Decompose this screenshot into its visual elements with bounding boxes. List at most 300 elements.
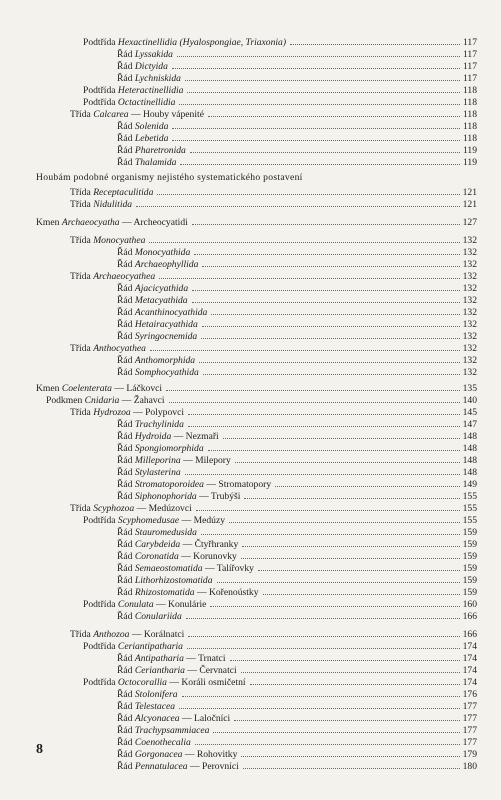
entry-page-number: 135 [462, 383, 477, 394]
entry-page-number: 148 [462, 443, 477, 454]
entry-taxon-name: Stolonifera [134, 689, 178, 700]
entry-page-number: 177 [462, 713, 477, 724]
entry-label [70, 109, 204, 120]
entry-label [117, 467, 181, 478]
dot-leader [210, 599, 459, 607]
entry-page-number: 155 [462, 503, 477, 514]
entry-taxon-name: Hetairacyathida [134, 319, 198, 330]
toc-entry [117, 295, 477, 306]
entry-page-number: 132 [462, 319, 477, 330]
entry-page-number: 177 [462, 725, 477, 736]
entry-page-number: 147 [462, 419, 477, 430]
entry-page-number: 166 [462, 611, 477, 622]
entry-taxon-name: Syringocnemida [134, 331, 198, 342]
dot-leader [179, 701, 460, 709]
entry-label [117, 355, 195, 366]
entry-label [70, 235, 145, 246]
entry-common-name: — Červnatci [184, 665, 237, 676]
entry-label [117, 259, 198, 270]
entry-label [83, 37, 286, 48]
entry-label [70, 503, 192, 514]
entry-common-name: — Korunovky [178, 551, 237, 562]
entry-page-number: 132 [462, 247, 477, 258]
dot-leader [217, 575, 460, 583]
entry-taxon-name: Hydrozoa [93, 407, 131, 418]
entry-taxon-name: Scyphomedusae [117, 515, 180, 526]
entry-taxon-name: Lebetida [134, 133, 169, 144]
entry-taxon-name: Lychniskida [134, 73, 181, 84]
entry-taxon-name: Archaeocyatha [61, 217, 120, 228]
entry-page-number: 132 [462, 331, 477, 342]
entry-page-number: 118 [462, 85, 477, 96]
entry-label [117, 49, 173, 60]
entry-label [70, 343, 146, 354]
toc-entry [83, 85, 477, 96]
entry-common-name: — Trubýši [196, 491, 241, 502]
dot-leader [180, 157, 460, 165]
entry-rank: Řád [117, 455, 135, 466]
dot-leader [172, 121, 460, 129]
dot-leader [258, 563, 460, 571]
toc-entry [83, 97, 477, 108]
entry-page-number: 174 [462, 665, 477, 676]
dot-leader [179, 97, 459, 105]
entry-rank: Řád [117, 247, 135, 258]
toc-entry [117, 749, 477, 760]
entry-page-number: 174 [462, 677, 477, 688]
toc-entry [70, 109, 477, 120]
entry-label [46, 395, 165, 406]
entry-page-number: 177 [462, 701, 477, 712]
dot-leader [223, 431, 460, 439]
entry-page-number: 155 [462, 491, 477, 502]
entry-rank: Řád [117, 145, 135, 156]
entry-label [117, 419, 184, 430]
entry-label [36, 172, 303, 183]
entry-rank: Řád [117, 551, 135, 562]
entry-taxon-name: Spongiomorphida [134, 443, 204, 454]
entry-label [117, 367, 199, 378]
entry-taxon-name: Coronatida [134, 551, 179, 562]
dot-leader [195, 737, 460, 745]
toc-entry [117, 737, 477, 748]
entry-rank: Podtřída [83, 37, 118, 48]
entry-page-number: 159 [462, 527, 477, 538]
dot-leader [136, 199, 460, 207]
entry-rank: Řád [117, 575, 135, 586]
entry-taxon-name: Anthocyathea [93, 343, 146, 354]
entry-label [83, 85, 183, 96]
toc-entry [117, 355, 477, 366]
dot-leader [230, 653, 460, 661]
entry-label [117, 575, 213, 586]
entry-taxon-name: Ajacicyathida [134, 283, 189, 294]
entry-rank: Řád [117, 527, 135, 538]
toc-entry [83, 677, 477, 688]
toc-entry [117, 431, 477, 442]
entry-rank: Řád [117, 761, 135, 772]
entry-taxon-name: Scyphozoa [93, 503, 135, 514]
toc-entry [70, 407, 477, 418]
entry-label [117, 491, 240, 502]
entry-label [36, 383, 162, 394]
entry-page-number: 180 [462, 761, 477, 772]
entry-label [117, 295, 188, 306]
section-heading [36, 172, 477, 183]
entry-label [70, 407, 184, 418]
entry-label [83, 641, 183, 652]
entry-taxon-name: Anthozoa [93, 629, 130, 640]
entry-common-name: — Medúzy [179, 515, 226, 526]
dot-leader [229, 515, 460, 523]
entry-common-name: — Kořenoústky [194, 587, 259, 598]
dot-leader [241, 665, 460, 673]
dot-leader [244, 491, 459, 499]
entry-label [117, 319, 198, 330]
entry-page-number: 159 [462, 539, 477, 550]
toc-entry [117, 761, 477, 772]
dot-leader [159, 271, 459, 279]
entry-taxon-name: Antipatharia [134, 653, 184, 664]
toc-entry [117, 419, 477, 430]
toc-entry [117, 611, 477, 622]
entry-label [117, 749, 237, 760]
entry-taxon-name: Monocyathea [93, 235, 146, 246]
entry-taxon-name: Gorgonacea [134, 749, 183, 760]
entry-rank: Řád [117, 307, 135, 318]
entry-label [83, 515, 225, 526]
entry-common-name: — Talířovky [202, 563, 254, 574]
entry-common-name: — Koráli osmičetní [166, 677, 246, 688]
entry-page-number: 132 [462, 235, 477, 246]
dot-leader [177, 49, 460, 57]
entry-rank: Řád [117, 563, 135, 574]
entry-page-number: 132 [462, 355, 477, 366]
entry-page-number: 118 [462, 97, 477, 108]
dot-leader [243, 761, 460, 769]
entry-rank: Řád [117, 73, 135, 84]
entry-page-number: 177 [462, 737, 477, 748]
entry-taxon-name: Semaeostomatida [134, 563, 203, 574]
entry-taxon-name: Solenida [134, 121, 169, 132]
entry-rank: Řád [117, 539, 135, 550]
entry-label [117, 737, 191, 748]
entry-page-number: 132 [462, 367, 477, 378]
entry-rank: Řád [117, 331, 135, 342]
toc-entry [117, 665, 477, 676]
dot-leader [172, 61, 460, 69]
entry-label [117, 121, 168, 132]
entry-taxon-name: Coelenterata [61, 383, 112, 394]
toc-entry [117, 367, 477, 378]
entry-rank: Řád [117, 283, 135, 294]
toc-entry [83, 599, 477, 610]
entry-page-number: 159 [462, 563, 477, 574]
toc-entry [70, 271, 477, 282]
entry-taxon-name: Ceriantipatharia [117, 641, 183, 652]
entry-rank: Podtřída [83, 641, 118, 652]
dot-leader [263, 587, 460, 595]
entry-taxon-name: Dictyida [134, 61, 168, 72]
toc-entry [117, 145, 477, 156]
toc-entry [70, 503, 477, 514]
entry-label [117, 443, 204, 454]
dot-leader [182, 689, 460, 697]
toc-entry [117, 73, 477, 84]
toc-entry [117, 689, 477, 700]
entry-rank: Řád [117, 259, 135, 270]
dot-leader [190, 145, 460, 153]
toc-entry [117, 319, 477, 330]
dot-leader [169, 395, 460, 403]
entry-page-number: 118 [462, 121, 477, 132]
entry-page-number: 145 [462, 407, 477, 418]
entry-page-number: 148 [462, 455, 477, 466]
entry-rank: Řád [117, 725, 135, 736]
dot-leader [290, 37, 460, 45]
entry-rank: Podkmen [46, 395, 85, 406]
toc-entry [117, 575, 477, 586]
toc-entry [117, 725, 477, 736]
entry-taxon-name: Ceriantharia [134, 665, 185, 676]
toc-entry [36, 383, 477, 394]
entry-rank: Řád [117, 737, 135, 748]
dot-leader [192, 217, 460, 225]
entry-label [117, 73, 181, 84]
entry-taxon-name: Siphonophorida [134, 491, 197, 502]
entry-common-name: — Láčkovci [111, 383, 163, 394]
entry-label [117, 551, 237, 562]
dot-leader [250, 677, 460, 685]
entry-label [117, 689, 178, 700]
entry-taxon-name: Alcyonacea [134, 713, 180, 724]
entry-label [36, 217, 188, 228]
entry-taxon-name: Carybdeida [134, 539, 181, 550]
dot-leader [211, 307, 459, 315]
entry-label [83, 677, 246, 688]
entry-rank: Řád [117, 367, 135, 378]
entry-label [117, 479, 271, 490]
dot-leader [188, 629, 459, 637]
entry-label [117, 713, 230, 724]
entry-rank: Řád [117, 689, 135, 700]
entry-common-name: — Archeocyatidi [119, 217, 188, 228]
dot-leader [187, 641, 460, 649]
entry-taxon-name: Acanthinocyathida [134, 307, 208, 318]
toc-entry [117, 455, 477, 466]
dot-leader [234, 713, 459, 721]
toc-entry [117, 307, 477, 318]
entry-label [70, 187, 153, 198]
entry-common-name: — Korálnatci [129, 629, 185, 640]
entry-common-name: — Houby vápenité [128, 109, 204, 120]
entry-taxon-name: Hydroida [134, 431, 172, 442]
entry-label [117, 611, 182, 622]
dot-leader [241, 749, 459, 757]
entry-label [117, 307, 207, 318]
entry-taxon-name: Stromatoporoidea [134, 479, 204, 490]
dot-leader [208, 443, 460, 451]
entry-rank: Podtřída [83, 599, 118, 610]
entry-taxon-name: Lyssakida [134, 49, 173, 60]
entry-taxon-name: Octocorallia [117, 677, 167, 688]
dot-leader [194, 247, 459, 255]
entry-common-name: — Milepory [180, 455, 231, 466]
entry-rank: Řád [117, 665, 135, 676]
entry-label [117, 725, 209, 736]
entry-page-number: 117 [462, 61, 477, 72]
entry-taxon-name: Cnidaria [84, 395, 120, 406]
toc-entry [117, 247, 477, 258]
entry-rank: Řád [117, 355, 135, 366]
toc-entry [117, 701, 477, 712]
dot-leader [185, 73, 460, 81]
entry-taxon-name: Metacyathida [134, 295, 188, 306]
entry-rank: Řád [117, 653, 135, 664]
entry-rank: Řád [117, 319, 135, 330]
entry-common-name: — Stromatopory [203, 479, 272, 490]
entry-taxon-name: Conulata [117, 599, 154, 610]
entry-label [83, 599, 206, 610]
toc-entry [83, 515, 477, 526]
toc-entry [117, 443, 477, 454]
toc-entry [117, 61, 477, 72]
entry-common-name: — Žahavci [119, 395, 165, 406]
entry-rank: Řád [117, 611, 135, 622]
dot-leader [149, 235, 459, 243]
toc-entry [117, 491, 477, 502]
entry-taxon-name: Trachypsammiacea [134, 725, 210, 736]
entry-rank: Řád [117, 587, 135, 598]
toc-entry [117, 283, 477, 294]
toc-entry [117, 713, 477, 724]
entry-label [117, 133, 168, 144]
entry-page-number: 132 [462, 271, 477, 282]
entry-taxon-name: Lithorhizostomatida [134, 575, 213, 586]
entry-taxon-name: Archaeophyllida [134, 259, 199, 270]
dot-leader [201, 331, 459, 339]
dot-leader [202, 259, 459, 267]
entry-label [117, 701, 175, 712]
entry-label [117, 587, 259, 598]
entry-label [117, 665, 237, 676]
toc-entry [117, 653, 477, 664]
entry-taxon-name: Nidulitida [93, 199, 133, 210]
entry-page-number: 119 [462, 145, 477, 156]
entry-common-name: — Nezmaři [171, 431, 219, 442]
entry-taxon-name: Telestacea [134, 701, 176, 712]
entry-common-name: — Trnatci [183, 653, 226, 664]
dot-leader [186, 611, 460, 619]
dot-leader [241, 551, 460, 559]
entry-page-number: 159 [462, 587, 477, 598]
toc-entry [117, 527, 477, 538]
toc-entry [70, 629, 477, 640]
entry-rank: Řád [117, 713, 135, 724]
entry-rank: Třída [70, 271, 94, 282]
toc-entry [46, 395, 477, 406]
dot-leader [150, 343, 460, 351]
entry-label [117, 653, 226, 664]
entry-rank: Řád [117, 701, 135, 712]
entry-taxon-name: Anthomorphida [134, 355, 196, 366]
entry-rank: Řád [117, 749, 135, 760]
entry-page-number: 132 [462, 283, 477, 294]
entry-rank: Řád [117, 49, 135, 60]
entry-page-number: 117 [462, 73, 477, 84]
entry-page-number: 121 [462, 187, 477, 198]
entry-page-number: 127 [462, 217, 477, 228]
entry-label [83, 97, 175, 108]
entry-label [117, 563, 254, 574]
toc-entry [117, 259, 477, 270]
entry-page-number: 132 [462, 259, 477, 270]
entry-page-number: 160 [462, 599, 477, 610]
entry-rank: Třída [70, 199, 94, 210]
toc-entry [117, 539, 477, 550]
entry-label [117, 455, 231, 466]
entry-taxon-name: Calcarea [93, 109, 129, 120]
entry-label [117, 431, 219, 442]
entry-label [70, 271, 155, 282]
entry-common-name: — Polypovci [130, 407, 184, 418]
entry-page-number: 176 [462, 689, 477, 700]
entry-rank: Kmen [36, 217, 62, 228]
dot-leader [192, 295, 460, 303]
entry-taxon-name: Stauromedusida [134, 527, 197, 538]
entry-label [117, 761, 239, 772]
toc-entry [83, 641, 477, 652]
entry-page-number: 117 [462, 37, 477, 48]
entry-rank: Kmen [36, 383, 62, 394]
toc-entry [70, 343, 477, 354]
entry-rank: Řád [117, 431, 135, 442]
dot-leader [188, 419, 460, 427]
dot-leader [203, 367, 460, 375]
entry-page-number: 174 [462, 641, 477, 652]
toc-entry [70, 199, 477, 210]
entry-rank: Řád [117, 61, 135, 72]
entry-taxon-name: Milleporina [134, 455, 181, 466]
dot-leader [188, 407, 460, 415]
toc-entry [117, 551, 477, 562]
toc-entry [117, 479, 477, 490]
entry-rank: Řád [117, 419, 135, 430]
entry-taxon-name: Pharetronida [134, 145, 186, 156]
dot-leader [172, 133, 460, 141]
entry-page-number: 159 [462, 551, 477, 562]
entry-rank: Řád [117, 157, 135, 168]
entry-taxon-name: Hexactinellidia (Hyalospongiae, Triaxonia) [117, 37, 287, 48]
dot-leader [192, 283, 459, 291]
entry-rank: Řád [117, 121, 135, 132]
entry-taxon-name: Heteractinellidia [117, 85, 184, 96]
entry-taxon-name: Coenothecalia [134, 737, 191, 748]
entry-common-name: — Laločníci [179, 713, 231, 724]
entry-taxon-name: Conulariida [134, 611, 182, 622]
entry-label [117, 331, 197, 342]
entry-page-number: 132 [462, 295, 477, 306]
entry-rank: Třída [70, 629, 94, 640]
entry-page-number: 148 [462, 467, 477, 478]
entry-page-number: 118 [462, 133, 477, 144]
entry-rank: Řád [117, 467, 135, 478]
dot-leader [242, 539, 459, 547]
entry-page-number: 132 [462, 343, 477, 354]
entry-page-number: 149 [462, 479, 477, 490]
entry-taxon-name: Rhizostomatida [134, 587, 195, 598]
dot-leader [208, 109, 460, 117]
